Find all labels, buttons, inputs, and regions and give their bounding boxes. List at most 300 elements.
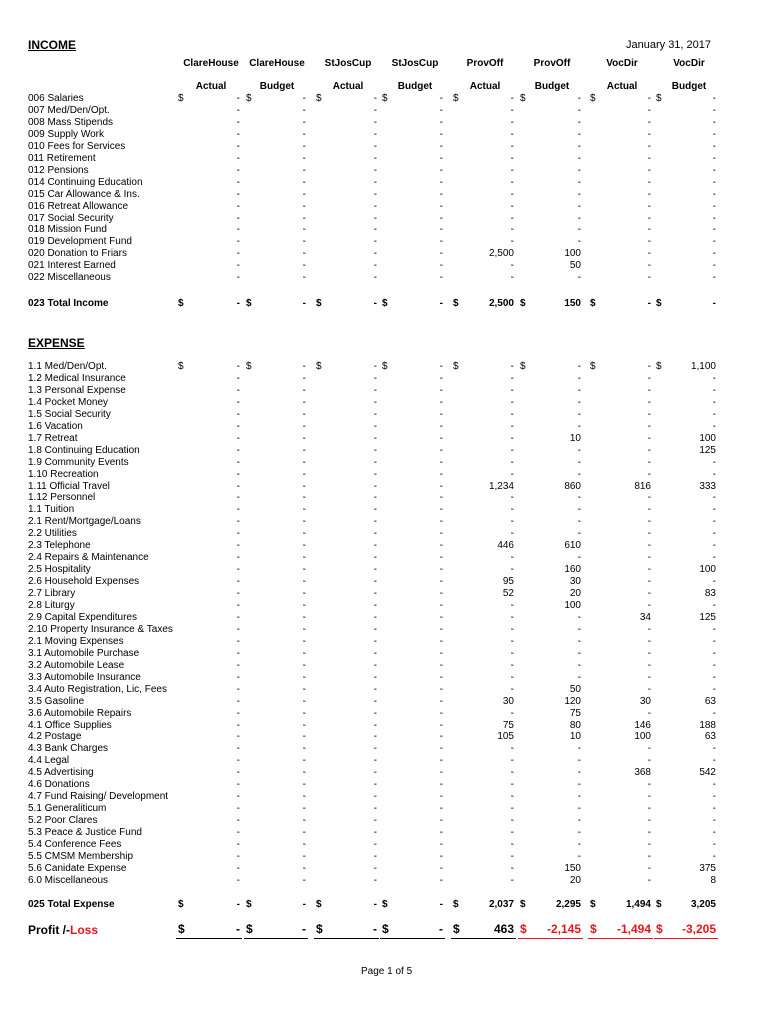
amount-cell: - (712, 815, 716, 827)
amount-cell: - (712, 396, 716, 408)
amount-cell: - (302, 623, 306, 635)
amount-cell: - (302, 236, 306, 248)
amount-cell: - (302, 468, 306, 480)
amount-cell: - (510, 260, 514, 272)
amount-cell: - (510, 504, 514, 516)
amount-cell: - (712, 803, 716, 815)
amount-cell: - (302, 528, 306, 540)
amount-cell: - (439, 140, 443, 152)
amount-cell: - (302, 922, 306, 936)
row-label: 016 Retreat Allowance (28, 200, 129, 212)
dollar-sign: $ (178, 361, 184, 372)
amount-cell: - (510, 128, 514, 140)
amount-cell: - (373, 791, 377, 803)
amount-cell: - (439, 432, 443, 444)
amount-cell: - (302, 815, 306, 827)
row-label: 021 Interest Earned (28, 260, 116, 272)
amount-cell: - (712, 683, 716, 695)
amount-cell: - (712, 224, 716, 236)
dollar-sign: $ (656, 93, 662, 104)
amount-cell: - (510, 361, 514, 372)
amount-cell: - (712, 635, 716, 647)
amount-cell: 30 (569, 576, 581, 588)
amount-cell: - (712, 248, 716, 260)
amount-cell: - (510, 420, 514, 432)
amount-cell: 1,100 (690, 361, 716, 372)
amount-cell: - (712, 839, 716, 850)
amount-cell: - (510, 874, 514, 886)
amount-cell: - (373, 743, 377, 755)
amount-cell: - (647, 384, 651, 396)
amount-cell: - (510, 743, 514, 755)
amount-cell: - (302, 899, 306, 910)
amount-cell: - (302, 588, 306, 600)
amount-cell: 2,500 (488, 248, 514, 260)
amount-cell: - (373, 540, 377, 552)
amount-cell: - (510, 372, 514, 384)
amount-cell: - (577, 200, 581, 212)
amount-cell: - (236, 659, 240, 671)
amount-cell: - (302, 140, 306, 152)
amount-cell: - (510, 767, 514, 779)
amount-cell: - (302, 444, 306, 456)
amount-cell: - (236, 862, 240, 874)
row-label: 6.0 Miscellaneous (28, 874, 109, 886)
amount-cell: - (647, 224, 651, 236)
double-underline (244, 938, 308, 939)
amount-cell: 542 (699, 767, 716, 779)
amount-cell: - (373, 396, 377, 408)
amount-cell: - (373, 104, 377, 116)
amount-cell: 75 (569, 707, 581, 719)
row-label: 019 Development Fund (28, 236, 132, 248)
dollar-sign: $ (656, 298, 662, 309)
amount-cell: - (647, 200, 651, 212)
dollar-sign: $ (316, 361, 322, 372)
column-header-org: StJosCup (391, 58, 439, 69)
amount-cell: 860 (564, 480, 581, 492)
amount-cell: - (577, 647, 581, 659)
amount-cell: - (510, 456, 514, 468)
amount-cell: - (373, 504, 377, 516)
row-label: 1.9 Community Events (28, 456, 129, 468)
amount-cell: - (647, 140, 651, 152)
amount-cell: - (302, 116, 306, 128)
amount-cell: 105 (497, 731, 514, 743)
amount-cell: - (439, 408, 443, 420)
amount-cell: - (439, 480, 443, 492)
amount-cell: - (712, 492, 716, 504)
amount-cell: - (510, 492, 514, 504)
amount-cell: - (236, 611, 240, 623)
amount-cell: - (373, 683, 377, 695)
amount-cell: 2,500 (488, 298, 514, 309)
row-label: 2.6 Household Expenses (28, 576, 140, 588)
amount-cell: - (236, 236, 240, 248)
dollar-sign: $ (316, 922, 323, 936)
amount-cell: - (577, 361, 581, 372)
amount-cell: 375 (699, 862, 716, 874)
amount-cell: - (439, 516, 443, 528)
amount-cell: - (577, 408, 581, 420)
row-label: 1.11 Official Travel (28, 480, 110, 492)
amount-cell: - (712, 164, 716, 176)
amount-cell: - (712, 707, 716, 719)
amount-cell: - (510, 224, 514, 236)
dollar-sign: $ (520, 298, 526, 309)
profit-label: Profit /- (28, 923, 70, 937)
amount-cell: - (510, 200, 514, 212)
amount-cell: - (439, 791, 443, 803)
amount-cell: - (439, 576, 443, 588)
amount-cell: - (373, 779, 377, 791)
amount-cell: - (373, 755, 377, 767)
amount-cell: - (577, 93, 581, 104)
amount-cell: - (510, 93, 514, 104)
amount-cell: - (236, 731, 240, 743)
amount-cell: - (236, 588, 240, 600)
amount-cell: - (712, 600, 716, 611)
page-footer: Page 1 of 5 (361, 966, 413, 977)
amount-cell: - (302, 298, 306, 309)
amount-cell: - (647, 623, 651, 635)
row-label: 2.5 Hospitality (28, 564, 91, 576)
amount-cell: - (577, 815, 581, 827)
amount-cell: - (439, 862, 443, 874)
row-label: 2.1 Rent/Mortgage/Loans (28, 516, 141, 528)
amount-cell: - (439, 188, 443, 200)
column-header-type: Budget (397, 81, 433, 92)
amount-cell: - (302, 432, 306, 444)
amount-cell: - (373, 719, 377, 731)
amount-cell: - (647, 803, 651, 815)
dollar-sign: $ (590, 922, 597, 936)
amount-cell: - (373, 456, 377, 468)
amount-cell: - (712, 850, 716, 862)
amount-cell: - (373, 588, 377, 600)
amount-cell: - (302, 212, 306, 224)
amount-cell: - (439, 635, 443, 647)
amount-cell: - (302, 767, 306, 779)
amount-cell: 20 (569, 588, 581, 600)
amount-cell: - (439, 176, 443, 188)
amount-cell: - (439, 224, 443, 236)
row-label: 3.2 Automobile Lease (28, 659, 125, 671)
amount-cell: - (236, 516, 240, 528)
amount-cell: 80 (569, 719, 581, 731)
amount-cell: 333 (699, 480, 716, 492)
amount-cell: - (373, 384, 377, 396)
amount-cell: - (510, 212, 514, 224)
amount-cell: - (510, 623, 514, 635)
amount-cell: - (302, 372, 306, 384)
amount-cell: - (373, 767, 377, 779)
double-underline (654, 938, 718, 939)
dollar-sign: $ (382, 899, 388, 910)
amount-cell: - (373, 552, 377, 564)
amount-cell: - (302, 248, 306, 260)
amount-cell: - (373, 408, 377, 420)
dollar-sign: $ (382, 922, 389, 936)
amount-cell: - (302, 361, 306, 372)
amount-cell: - (439, 803, 443, 815)
amount-cell: - (712, 140, 716, 152)
amount-cell: 100 (699, 564, 716, 576)
row-label: 4.5 Advertising (28, 767, 94, 779)
amount-cell: - (577, 611, 581, 623)
amount-cell: - (647, 504, 651, 516)
amount-cell: - (647, 671, 651, 683)
amount-cell: - (577, 850, 581, 862)
amount-cell: - (647, 104, 651, 116)
report-date: January 31, 2017 (626, 39, 712, 51)
amount-cell: - (302, 600, 306, 611)
amount-cell: - (577, 659, 581, 671)
amount-cell: - (510, 659, 514, 671)
amount-cell: - (647, 93, 651, 104)
amount-cell: - (439, 922, 443, 936)
amount-cell: - (712, 743, 716, 755)
amount-cell: - (647, 361, 651, 372)
row-label: 2.1 Moving Expenses (28, 635, 124, 647)
amount-cell: 3,205 (690, 899, 716, 910)
row-label: 1.2 Medical Insurance (28, 372, 126, 384)
amount-cell: 63 (704, 731, 716, 743)
amount-cell: - (647, 683, 651, 695)
amount-cell: - (373, 827, 377, 839)
amount-cell: - (577, 152, 581, 164)
amount-cell: - (302, 128, 306, 140)
amount-cell: 1,494 (625, 899, 651, 910)
amount-cell: - (577, 396, 581, 408)
amount-cell: - (236, 874, 240, 886)
amount-cell: - (439, 839, 443, 850)
amount-cell: - (510, 104, 514, 116)
row-label: 017 Social Security (28, 212, 114, 224)
dollar-sign: $ (246, 298, 252, 309)
amount-cell: 368 (634, 767, 651, 779)
amount-cell: -2,145 (546, 922, 581, 936)
amount-cell: - (577, 803, 581, 815)
amount-cell: 2,295 (555, 899, 581, 910)
amount-cell: - (373, 839, 377, 850)
amount-cell: - (236, 116, 240, 128)
amount-cell: - (302, 755, 306, 767)
row-label: 1.7 Retreat (28, 432, 78, 444)
dollar-sign: $ (246, 93, 252, 104)
amount-cell: - (302, 827, 306, 839)
amount-cell: - (236, 93, 240, 104)
amount-cell: - (510, 791, 514, 803)
amount-cell: - (373, 815, 377, 827)
dollar-sign: $ (246, 922, 253, 936)
amount-cell: - (373, 850, 377, 862)
row-label: 022 Miscellaneous (28, 272, 111, 284)
amount-cell: - (510, 839, 514, 850)
amount-cell: - (439, 623, 443, 635)
amount-cell: - (647, 827, 651, 839)
amount-cell: - (577, 212, 581, 224)
amount-cell: - (510, 188, 514, 200)
amount-cell: 188 (699, 719, 716, 731)
amount-cell: - (712, 212, 716, 224)
amount-cell: - (577, 635, 581, 647)
amount-cell: - (647, 576, 651, 588)
amount-cell: - (647, 874, 651, 886)
dollar-sign: $ (316, 298, 322, 309)
amount-cell: - (236, 719, 240, 731)
total-income-label: 023 Total Income (28, 298, 109, 309)
column-header-type: Budget (671, 81, 707, 92)
amount-cell: - (439, 695, 443, 707)
amount-cell: - (577, 188, 581, 200)
amount-cell: - (647, 408, 651, 420)
amount-cell: - (373, 564, 377, 576)
amount-cell: - (647, 528, 651, 540)
amount-cell: - (236, 492, 240, 504)
amount-cell: - (373, 803, 377, 815)
amount-cell: - (236, 803, 240, 815)
amount-cell: - (647, 236, 651, 248)
row-label: 4.3 Bank Charges (28, 743, 109, 755)
amount-cell: - (302, 791, 306, 803)
amount-cell: - (510, 468, 514, 480)
amount-cell: - (373, 468, 377, 480)
amount-cell: - (236, 576, 240, 588)
amount-cell: - (439, 93, 443, 104)
amount-cell: - (439, 128, 443, 140)
amount-cell: - (302, 200, 306, 212)
amount-cell: - (647, 272, 651, 284)
amount-cell: - (439, 755, 443, 767)
amount-cell: - (236, 564, 240, 576)
amount-cell: - (577, 827, 581, 839)
amount-cell: - (302, 874, 306, 886)
amount-cell: 50 (569, 683, 581, 695)
row-label: 3.4 Auto Registration, Lic, Fees (28, 683, 167, 695)
amount-cell: - (647, 432, 651, 444)
amount-cell: - (302, 779, 306, 791)
row-label: 1.8 Continuing Education (28, 444, 140, 456)
dollar-sign: $ (656, 361, 662, 372)
amount-cell: 8 (710, 874, 716, 886)
amount-cell: - (236, 899, 240, 910)
row-label: 012 Pensions (28, 164, 89, 176)
amount-cell: - (373, 516, 377, 528)
row-label: 4.6 Donations (28, 779, 90, 791)
amount-cell: - (236, 176, 240, 188)
row-label: 2.2 Utilities (28, 528, 77, 540)
amount-cell: - (373, 188, 377, 200)
amount-cell: - (647, 492, 651, 504)
amount-cell: - (439, 492, 443, 504)
amount-cell: - (302, 839, 306, 850)
amount-cell: - (577, 504, 581, 516)
amount-cell: - (439, 683, 443, 695)
amount-cell: - (236, 839, 240, 850)
amount-cell: - (439, 540, 443, 552)
amount-cell: - (712, 188, 716, 200)
amount-cell: - (510, 683, 514, 695)
amount-cell: - (577, 116, 581, 128)
amount-cell: 50 (569, 260, 581, 272)
amount-cell: - (373, 922, 377, 936)
amount-cell: - (236, 779, 240, 791)
amount-cell: - (439, 298, 443, 309)
amount-cell: - (712, 104, 716, 116)
row-label: 1.4 Pocket Money (28, 396, 109, 408)
amount-cell: - (647, 755, 651, 767)
amount-cell: - (236, 767, 240, 779)
row-label: 4.4 Legal (28, 755, 70, 767)
amount-cell: - (510, 755, 514, 767)
amount-cell: 125 (699, 444, 716, 456)
amount-cell: - (236, 152, 240, 164)
amount-cell: - (712, 152, 716, 164)
amount-cell: - (439, 564, 443, 576)
amount-cell: - (577, 384, 581, 396)
amount-cell: - (302, 707, 306, 719)
amount-cell: - (439, 552, 443, 564)
amount-cell: - (236, 695, 240, 707)
amount-cell: - (647, 516, 651, 528)
amount-cell: - (577, 623, 581, 635)
amount-cell: - (439, 200, 443, 212)
amount-cell: - (302, 862, 306, 874)
amount-cell: - (510, 236, 514, 248)
amount-cell: - (373, 695, 377, 707)
amount-cell: - (439, 248, 443, 260)
amount-cell: - (373, 576, 377, 588)
row-label: 4.2 Postage (28, 731, 82, 743)
amount-cell: - (373, 480, 377, 492)
amount-cell: - (302, 188, 306, 200)
amount-cell: - (373, 647, 377, 659)
amount-cell: - (510, 396, 514, 408)
double-underline (314, 938, 379, 939)
amount-cell: - (439, 600, 443, 611)
amount-cell: - (302, 408, 306, 420)
amount-cell: - (439, 212, 443, 224)
amount-cell: 160 (564, 564, 581, 576)
amount-cell: - (236, 922, 240, 936)
amount-cell: - (510, 384, 514, 396)
amount-cell: - (373, 862, 377, 874)
amount-cell: - (577, 176, 581, 188)
amount-cell: - (236, 504, 240, 516)
amount-cell: - (302, 456, 306, 468)
column-header-org: VocDir (606, 58, 638, 69)
amount-cell: - (510, 635, 514, 647)
amount-cell: - (373, 492, 377, 504)
amount-cell: - (439, 815, 443, 827)
row-label: 011 Retirement (28, 152, 96, 164)
amount-cell: - (510, 432, 514, 444)
dollar-sign: $ (453, 298, 459, 309)
amount-cell: - (647, 779, 651, 791)
amount-cell: - (577, 516, 581, 528)
amount-cell: - (577, 420, 581, 432)
amount-cell: - (510, 707, 514, 719)
amount-cell: 463 (493, 922, 514, 936)
amount-cell: - (236, 248, 240, 260)
row-label: 009 Supply Work (28, 128, 104, 140)
row-label: 2.3 Telephone (28, 540, 91, 552)
amount-cell: - (439, 372, 443, 384)
amount-cell: - (439, 743, 443, 755)
amount-cell: - (236, 200, 240, 212)
row-label: 3.3 Automobile Insurance (28, 671, 141, 683)
